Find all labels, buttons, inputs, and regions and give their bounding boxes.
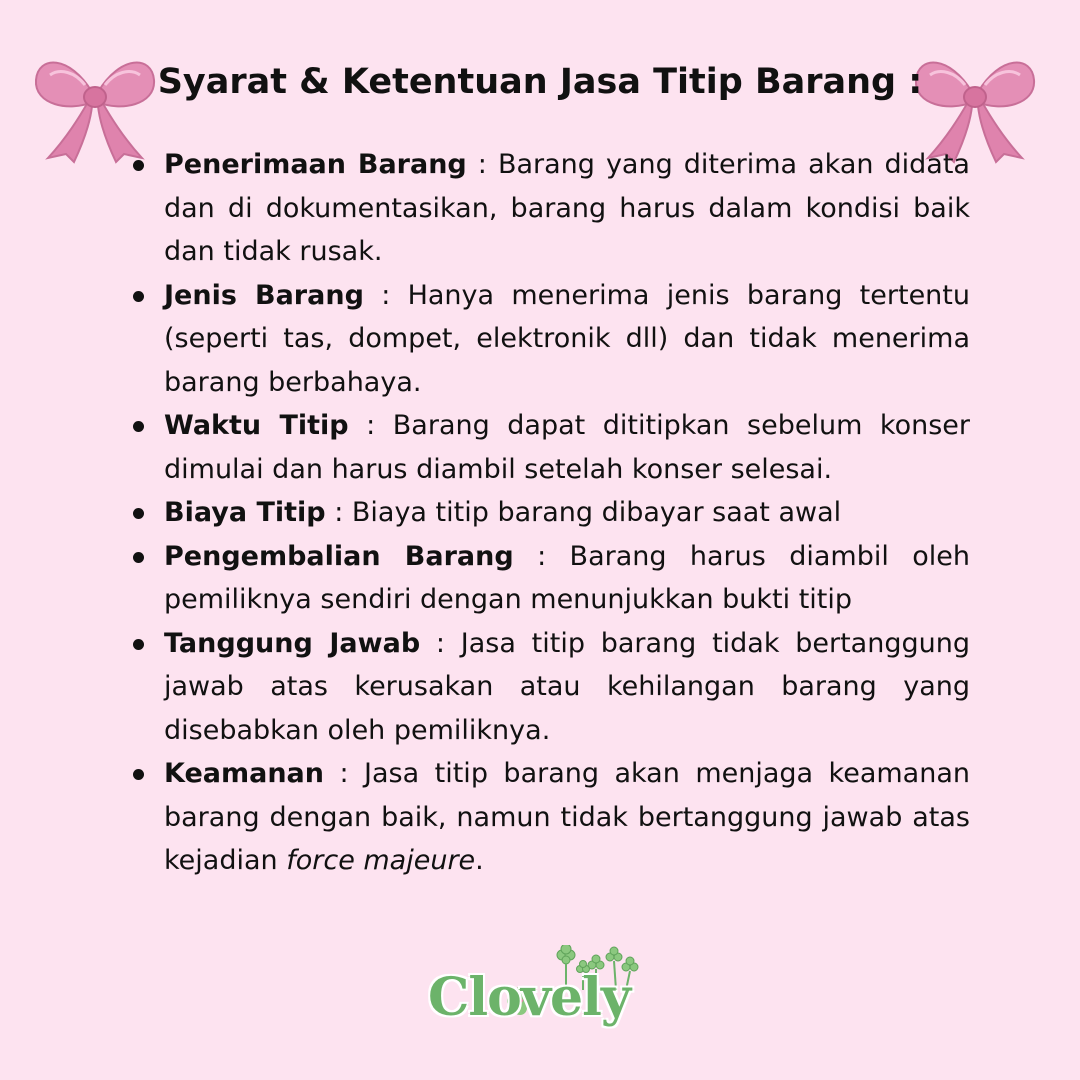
logo-text: Clovely — [428, 967, 631, 1028]
list-item — [130, 274, 970, 405]
brand-logo — [420, 945, 660, 1045]
term-name: Pengembalian Barang — [164, 540, 514, 572]
term-name: Waktu Titip — [164, 410, 349, 441]
term-text: : Barang dapat dititipkan sebelum konser dimulai dan harus diambil setelah konser selesai. — [164, 410, 971, 485]
term-text: : Barang harus diambil oleh pemiliknya sendiri dengan menunjukkan bukti titip — [164, 540, 970, 615]
term-name: Keamanan — [164, 758, 324, 789]
list-item — [130, 535, 970, 622]
list-item — [130, 752, 970, 883]
list-item — [130, 404, 970, 491]
term-name: Biaya Titip — [164, 497, 326, 528]
term-name: Tanggung Jawab — [164, 627, 421, 659]
term-text: : Hanya menerima jenis barang tertentu (seperti tas, dompet, elektronik dll) dan tidak menerima barang berbahaya. — [164, 279, 970, 398]
term-name: Penerimaan Barang — [164, 149, 467, 180]
list-item — [130, 622, 970, 753]
term-name: Jenis Barang — [164, 279, 364, 311]
term-end: . — [475, 845, 484, 876]
page-title: Syarat & Ketentuan Jasa Titip Barang : — [157, 62, 923, 102]
term-text: : Barang yang diterima akan didata dan di dokumentasikan, barang harus dalam kondisi baik dan tidak rusak. — [164, 149, 970, 267]
term-text: : Jasa titip barang tidak bertanggung jawab atas kerusakan atau kehilangan barang yang disebabkan oleh pemiliknya. — [164, 627, 970, 746]
list-item — [130, 491, 970, 535]
list-item — [130, 143, 970, 274]
term-text: : Biaya titip barang dibayar saat awal — [325, 497, 842, 528]
term-text: : Jasa titip barang akan menjaga keamanan barang dengan baik, namun tidak bertanggung jawab atas kejadian — [164, 758, 970, 876]
terms-list — [130, 143, 970, 883]
term-italic-text: force majeure — [286, 845, 476, 876]
